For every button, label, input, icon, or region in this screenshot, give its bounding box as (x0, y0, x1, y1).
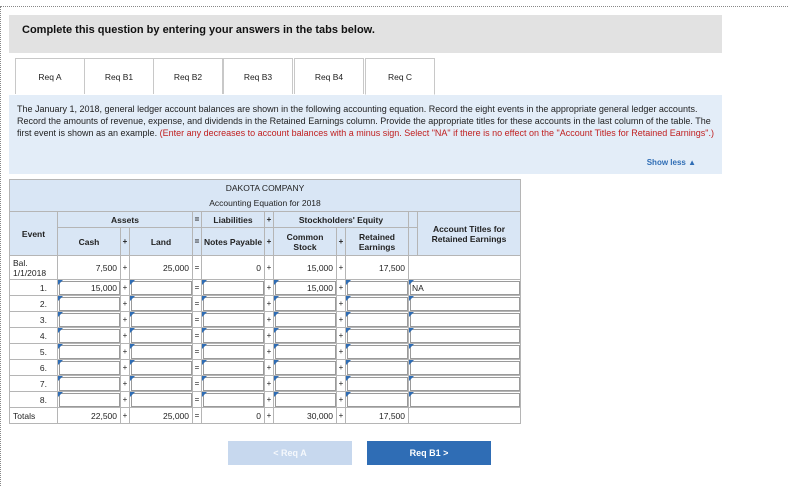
liabilities-header: Liabilities (202, 212, 265, 228)
plus-sign: + (121, 392, 130, 408)
cash-input[interactable] (58, 392, 121, 408)
notes-payable-input[interactable] (202, 296, 265, 312)
cash-input: 22,500 (58, 408, 121, 424)
event-label: 5. (10, 344, 58, 360)
plus-sign: + (121, 312, 130, 328)
event-label: 8. (10, 392, 58, 408)
equals-sign: = (193, 256, 202, 280)
table-row (10, 312, 521, 328)
table-row (10, 376, 521, 392)
account-titles-header: Account Titles for Retained Earnings (418, 212, 521, 256)
equals-sign: = (193, 212, 202, 228)
tab-req-a[interactable]: Req A (15, 58, 85, 94)
header-spacer (409, 212, 418, 228)
plus-sign: + (121, 296, 130, 312)
equity-header: Stockholders' Equity (274, 212, 409, 228)
land-input[interactable] (130, 360, 193, 376)
plus-sign: + (121, 328, 130, 344)
plus-sign: + (337, 328, 346, 344)
retained-earnings-input[interactable] (346, 312, 409, 328)
plus-sign: + (337, 256, 346, 280)
retained-earnings-input[interactable] (346, 376, 409, 392)
retained-earnings-input[interactable] (346, 296, 409, 312)
table-row (10, 392, 521, 408)
notes-payable-input[interactable] (202, 392, 265, 408)
instructions-text (17, 103, 717, 139)
plus-sign: + (337, 392, 346, 408)
cash-input[interactable] (58, 296, 121, 312)
plus-sign: + (337, 228, 346, 256)
cash-input: 7,500 (58, 256, 121, 280)
land-input[interactable] (130, 376, 193, 392)
equals-sign: = (193, 296, 202, 312)
table-subtitle: Accounting Equation for 2018 (10, 196, 521, 212)
instructions-note: (Enter any decreases to account balances with a minus sign. Select "NA" if there is no effect on the "Account Titles for Retained Earnings".) (159, 128, 714, 138)
table-row (10, 328, 521, 344)
land-input[interactable] (130, 392, 193, 408)
notes-payable-input[interactable] (202, 280, 265, 296)
common-stock-input[interactable] (274, 360, 337, 376)
instructions-main: The January 1, 2018, general ledger account balances are shown in the following accounting equation. Record the eight events in the appropriate general ledger accounts. Record the amounts of revenue, expense, and dividends in the Retained Earnings column. Provide the appropriate titles for these accounts in the last column of the table. The first event is shown as an example. (17, 104, 711, 138)
plus-sign: + (265, 280, 274, 296)
company-name: DAKOTA COMPANY (10, 180, 521, 196)
account-title-select[interactable] (409, 312, 521, 328)
common-stock-input[interactable] (274, 296, 337, 312)
equals-sign: = (193, 392, 202, 408)
plus-sign: + (121, 256, 130, 280)
tab-req-b1[interactable]: Req B1 (84, 58, 154, 94)
land-input[interactable] (130, 328, 193, 344)
land-header: Land (130, 228, 193, 256)
tab-req-c[interactable]: Req C (365, 58, 435, 95)
question-header (9, 15, 722, 53)
retained-earnings-input: 17,500 (346, 256, 409, 280)
cash-input[interactable]: 15,000 (58, 280, 121, 296)
cash-header: Cash (58, 228, 121, 256)
event-label: 3. (10, 312, 58, 328)
question-frame (0, 6, 788, 486)
show-less-link[interactable] (647, 158, 696, 167)
cash-input[interactable] (58, 376, 121, 392)
account-title-cell (409, 256, 521, 280)
next-label: Req B1 (409, 448, 441, 458)
prev-button[interactable] (228, 441, 352, 465)
plus-sign: + (337, 408, 346, 424)
land-input[interactable] (130, 344, 193, 360)
event-label: 6. (10, 360, 58, 376)
prev-label: Req A (281, 448, 307, 458)
common-stock-input[interactable] (274, 344, 337, 360)
account-title-select[interactable] (409, 344, 521, 360)
equals-sign: = (193, 328, 202, 344)
plus-sign: + (265, 408, 274, 424)
cash-input[interactable] (58, 312, 121, 328)
plus-sign: + (265, 296, 274, 312)
table-row (10, 256, 521, 280)
common-stock-input[interactable] (274, 312, 337, 328)
account-title-select[interactable] (409, 328, 521, 344)
equals-sign: = (193, 344, 202, 360)
plus-sign: + (265, 360, 274, 376)
caret-up-icon: ▲ (688, 158, 696, 167)
retained-earnings-input[interactable] (346, 392, 409, 408)
plus-sign: + (265, 228, 274, 256)
land-input: 25,000 (130, 408, 193, 424)
notes-payable-input[interactable] (202, 360, 265, 376)
account-title-select[interactable] (409, 296, 521, 312)
plus-sign: + (121, 376, 130, 392)
cash-input[interactable] (58, 360, 121, 376)
equals-sign: = (193, 376, 202, 392)
retained-earnings-input[interactable] (346, 280, 409, 296)
land-input[interactable] (130, 312, 193, 328)
event-label: 1. (10, 280, 58, 296)
account-title-select[interactable]: NA (409, 280, 521, 296)
event-label: 7. (10, 376, 58, 392)
instructions-panel (9, 95, 722, 174)
land-input: 25,000 (130, 256, 193, 280)
account-title-select[interactable] (409, 360, 521, 376)
plus-sign: + (265, 312, 274, 328)
plus-sign: + (121, 408, 130, 424)
equals-sign: = (193, 228, 202, 256)
tab-bar (9, 58, 722, 96)
equals-sign: = (193, 280, 202, 296)
notes-payable-input[interactable] (202, 328, 265, 344)
account-title-cell (409, 408, 521, 424)
plus-sign: + (265, 376, 274, 392)
retained-earnings-input[interactable] (346, 328, 409, 344)
table-row (10, 344, 521, 360)
common-stock-input[interactable] (274, 376, 337, 392)
common-stock-header: Common Stock (274, 228, 337, 256)
land-input[interactable] (130, 280, 193, 296)
table-row (10, 360, 521, 376)
common-stock-input: 15,000 (274, 256, 337, 280)
notes-payable-input[interactable] (202, 344, 265, 360)
account-title-select[interactable] (409, 392, 521, 408)
plus-sign: + (337, 344, 346, 360)
plus-sign: + (337, 296, 346, 312)
event-label: Bal. 1/1/2018 (10, 256, 58, 280)
plus-sign: + (121, 228, 130, 256)
tab-req-b4[interactable]: Req B4 (294, 58, 364, 94)
retained-earnings-input[interactable] (346, 344, 409, 360)
equals-sign: = (193, 312, 202, 328)
tab-req-b3[interactable]: Req B3 (223, 58, 293, 94)
plus-sign: + (121, 360, 130, 376)
notes-payable-input: 0 (202, 408, 265, 424)
table-row (10, 408, 521, 424)
table-row (10, 296, 521, 312)
notes-payable-input: 0 (202, 256, 265, 280)
notes-payable-header: Notes Payable (202, 228, 265, 256)
show-less-label: Show less (646, 158, 686, 167)
event-label: Totals (10, 408, 58, 424)
chevron-right-icon: > (443, 448, 449, 458)
equals-sign: = (193, 360, 202, 376)
account-title-select[interactable] (409, 376, 521, 392)
assets-header: Assets (58, 212, 193, 228)
plus-sign: + (265, 212, 274, 228)
header-spacer (409, 228, 418, 256)
plus-sign: + (265, 392, 274, 408)
event-header: Event (10, 212, 58, 256)
plus-sign: + (337, 280, 346, 296)
common-stock-input[interactable] (274, 392, 337, 408)
common-stock-input[interactable]: 15,000 (274, 280, 337, 296)
retained-earnings-input[interactable] (346, 360, 409, 376)
plus-sign: + (337, 376, 346, 392)
retained-earnings-input: 17,500 (346, 408, 409, 424)
plus-sign: + (265, 328, 274, 344)
plus-sign: + (337, 360, 346, 376)
accounting-equation-table (9, 179, 521, 424)
cash-input[interactable] (58, 344, 121, 360)
table-row (10, 280, 521, 296)
chevron-left-icon: < (273, 448, 279, 458)
plus-sign: + (265, 256, 274, 280)
equals-sign: = (193, 408, 202, 424)
tab-req-b2[interactable]: Req B2 (153, 58, 223, 94)
land-input[interactable] (130, 296, 193, 312)
notes-payable-input[interactable] (202, 376, 265, 392)
next-button[interactable] (367, 441, 491, 465)
header-title: Complete this question by entering your answers in the tabs below. (22, 24, 375, 36)
plus-sign: + (265, 344, 274, 360)
plus-sign: + (121, 280, 130, 296)
event-label: 4. (10, 328, 58, 344)
common-stock-input: 30,000 (274, 408, 337, 424)
plus-sign: + (121, 344, 130, 360)
plus-sign: + (337, 312, 346, 328)
common-stock-input[interactable] (274, 328, 337, 344)
retained-earnings-header: Retained Earnings (346, 228, 409, 256)
event-label: 2. (10, 296, 58, 312)
cash-input[interactable] (58, 328, 121, 344)
notes-payable-input[interactable] (202, 312, 265, 328)
